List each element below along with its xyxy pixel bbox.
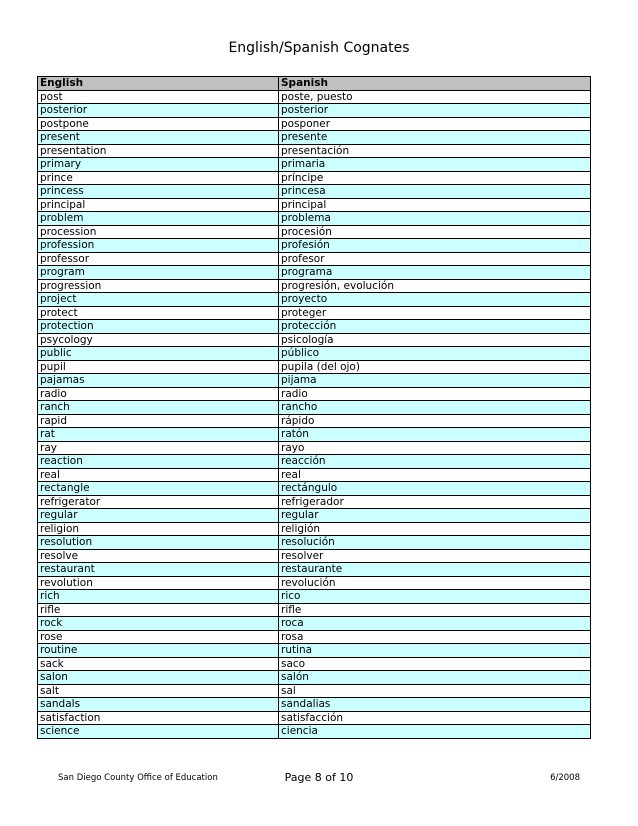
cell-spanish: revolución [279,576,591,590]
cell-english: problem [38,212,279,226]
table-row [38,212,591,226]
cell-spanish: posponer [279,117,591,131]
cell-english: profession [38,239,279,253]
cell-english: pupil [38,360,279,374]
table-row [38,590,591,604]
cell-english: present [38,131,279,145]
table-header-row [38,77,591,91]
table-row [38,401,591,415]
cell-spanish: rápido [279,414,591,428]
table-row [38,536,591,550]
table-row [38,414,591,428]
cell-english: rectangle [38,482,279,496]
table-row [38,104,591,118]
table-row [38,428,591,442]
cell-spanish: religión [279,522,591,536]
cell-english: rock [38,617,279,631]
table-row [38,306,591,320]
cell-spanish: regular [279,509,591,523]
table-row [38,657,591,671]
cell-spanish: primaria [279,158,591,172]
table-row [38,252,591,266]
cell-english: ranch [38,401,279,415]
cell-english: postpone [38,117,279,131]
cognates-table [37,76,591,739]
cell-english: revolution [38,576,279,590]
cell-spanish: rico [279,590,591,604]
table-row [38,266,591,280]
cell-english: refrigerator [38,495,279,509]
table-row [38,455,591,469]
table-body [38,90,591,738]
table-row [38,671,591,685]
cell-spanish: profesión [279,239,591,253]
cell-english: professor [38,252,279,266]
cell-english: post [38,90,279,104]
cell-spanish: presente [279,131,591,145]
cell-spanish: público [279,347,591,361]
table-row [38,225,591,239]
cell-english: psycology [38,333,279,347]
column-header-english: English [38,77,279,91]
cell-spanish: protección [279,320,591,334]
cell-english: routine [38,644,279,658]
cell-spanish: proteger [279,306,591,320]
table-row [38,495,591,509]
cell-spanish: resolver [279,549,591,563]
table-row [38,522,591,536]
cell-english: progression [38,279,279,293]
table-row [38,131,591,145]
cell-spanish: principal [279,198,591,212]
cell-spanish: restaurante [279,563,591,577]
table-row [38,333,591,347]
cell-english: prince [38,171,279,185]
cell-english: sandals [38,698,279,712]
table-row [38,725,591,739]
cell-english: salon [38,671,279,685]
cell-spanish: rifle [279,603,591,617]
table-row [38,360,591,374]
cell-english: satisfaction [38,711,279,725]
cell-spanish: rutina [279,644,591,658]
cell-spanish: salón [279,671,591,685]
cell-spanish: problema [279,212,591,226]
page-footer [0,771,638,785]
cell-spanish: resolución [279,536,591,550]
table-row [38,171,591,185]
cognates-table-wrapper [37,76,590,739]
cell-english: public [38,347,279,361]
cell-spanish: rectángulo [279,482,591,496]
table-row [38,441,591,455]
cell-spanish: presentación [279,144,591,158]
cell-english: religion [38,522,279,536]
table-row [38,158,591,172]
table-row [38,563,591,577]
cell-spanish: procesión [279,225,591,239]
table-row [38,509,591,523]
table-row [38,239,591,253]
table-row [38,576,591,590]
table-row [38,468,591,482]
cell-spanish: sandalias [279,698,591,712]
cell-spanish: princesa [279,185,591,199]
table-row [38,374,591,388]
cell-spanish: rayo [279,441,591,455]
cell-spanish: ciencia [279,725,591,739]
cell-spanish: refrigerador [279,495,591,509]
cell-spanish: satisfacción [279,711,591,725]
cell-spanish: reacción [279,455,591,469]
table-row [38,684,591,698]
cell-english: program [38,266,279,280]
table-row [38,279,591,293]
table-row [38,698,591,712]
cell-english: restaurant [38,563,279,577]
table-row [38,549,591,563]
table-row [38,144,591,158]
cell-english: rat [38,428,279,442]
cell-english: resolve [38,549,279,563]
cell-english: regular [38,509,279,523]
table-row [38,630,591,644]
cell-english: posterior [38,104,279,118]
cell-spanish: radio [279,387,591,401]
table-row [38,711,591,725]
footer-organization: San Diego County Office of Education [58,773,218,783]
column-header-spanish: Spanish [279,77,591,91]
cell-spanish: progresión, evolución [279,279,591,293]
cell-english: protection [38,320,279,334]
table-row [38,117,591,131]
cell-spanish: ratón [279,428,591,442]
cell-spanish: real [279,468,591,482]
cell-spanish: príncipe [279,171,591,185]
cell-english: reaction [38,455,279,469]
table-row [38,198,591,212]
cell-spanish: programa [279,266,591,280]
cell-spanish: rosa [279,630,591,644]
cell-spanish: psicología [279,333,591,347]
cell-spanish: rancho [279,401,591,415]
table-row [38,320,591,334]
cell-english: rich [38,590,279,604]
cell-english: salt [38,684,279,698]
table-row [38,185,591,199]
cell-english: radio [38,387,279,401]
page-title: English/Spanish Cognates [228,40,410,56]
footer-date: 6/2008 [550,773,580,783]
cell-english: princess [38,185,279,199]
table-row [38,482,591,496]
footer-page-number: Page 8 of 10 [284,771,354,784]
cell-spanish: saco [279,657,591,671]
cell-english: primary [38,158,279,172]
cell-english: procession [38,225,279,239]
cell-english: ray [38,441,279,455]
cell-english: rose [38,630,279,644]
table-row [38,644,591,658]
cell-english: principal [38,198,279,212]
cell-spanish: pijama [279,374,591,388]
cell-english: sack [38,657,279,671]
cell-english: science [38,725,279,739]
cell-spanish: posterior [279,104,591,118]
cell-english: protect [38,306,279,320]
cell-english: rapid [38,414,279,428]
cell-english: rifle [38,603,279,617]
cell-english: real [38,468,279,482]
cell-english: resolution [38,536,279,550]
table-row [38,347,591,361]
cell-spanish: profesor [279,252,591,266]
table-row [38,90,591,104]
cell-english: pajamas [38,374,279,388]
cell-spanish: poste, puesto [279,90,591,104]
cell-english: presentation [38,144,279,158]
table-row [38,603,591,617]
cell-english: project [38,293,279,307]
table-row [38,617,591,631]
cell-spanish: proyecto [279,293,591,307]
table-row [38,293,591,307]
table-row [38,387,591,401]
cell-spanish: pupila (del ojo) [279,360,591,374]
cell-spanish: roca [279,617,591,631]
cell-spanish: sal [279,684,591,698]
